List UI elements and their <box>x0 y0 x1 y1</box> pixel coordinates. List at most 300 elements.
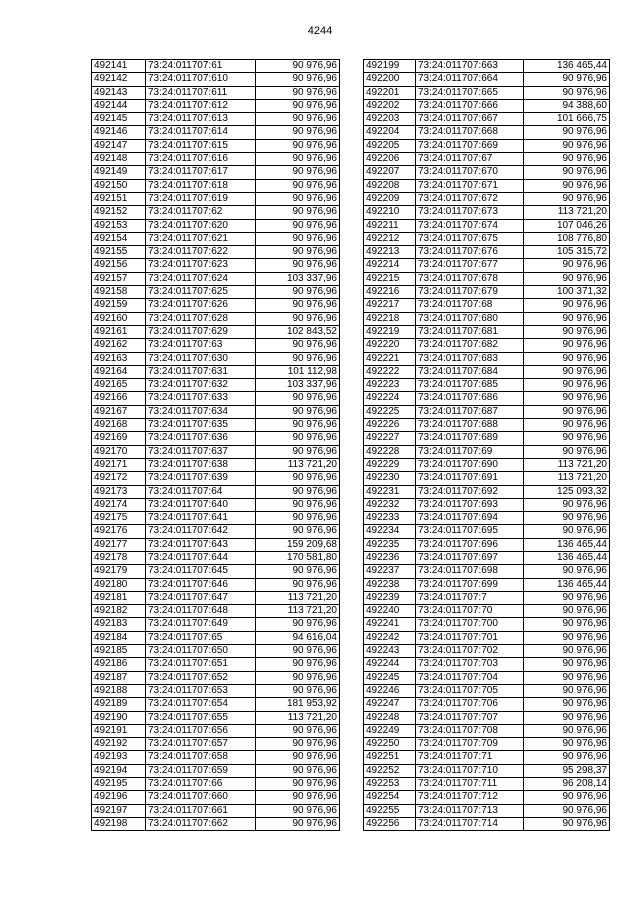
row-number-cell: 492151 <box>92 192 146 205</box>
row-number-cell: 492189 <box>92 698 146 711</box>
table-row <box>92 99 340 112</box>
cadastral-number-cell: 73:24:011707:638 <box>146 458 256 471</box>
cadastral-number-cell: 73:24:011707:671 <box>416 179 524 192</box>
cadastral-number-cell: 73:24:011707:618 <box>146 179 256 192</box>
cadastral-number-cell: 73:24:011707:694 <box>416 512 524 525</box>
row-number-cell: 492204 <box>364 126 416 139</box>
row-number-cell: 492220 <box>364 339 416 352</box>
table-row <box>364 551 610 564</box>
table-row <box>364 86 610 99</box>
row-number-cell: 492205 <box>364 139 416 152</box>
value-cell: 90 976,96 <box>256 512 340 525</box>
row-number-cell: 492232 <box>364 498 416 511</box>
row-number-cell: 492158 <box>92 286 146 299</box>
row-number-cell: 492152 <box>92 206 146 219</box>
value-cell: 90 976,96 <box>524 804 610 817</box>
cadastral-number-cell: 73:24:011707:611 <box>146 86 256 99</box>
row-number-cell: 492197 <box>92 804 146 817</box>
value-cell: 90 976,96 <box>524 86 610 99</box>
parcel-table-right <box>363 59 610 831</box>
cadastral-number-cell: 73:24:011707:677 <box>416 259 524 272</box>
table-row <box>364 60 610 73</box>
value-cell: 90 976,96 <box>524 605 610 618</box>
row-number-cell: 492254 <box>364 791 416 804</box>
value-cell: 90 976,96 <box>256 286 340 299</box>
value-cell: 90 976,96 <box>524 525 610 538</box>
row-number-cell: 492174 <box>92 498 146 511</box>
table-row <box>364 219 610 232</box>
row-number-cell: 492253 <box>364 778 416 791</box>
cadastral-number-cell: 73:24:011707:673 <box>416 206 524 219</box>
row-number-cell: 492177 <box>92 538 146 551</box>
row-number-cell: 492162 <box>92 339 146 352</box>
row-number-cell: 492194 <box>92 764 146 777</box>
cadastral-number-cell: 73:24:011707:692 <box>416 485 524 498</box>
cadastral-number-cell: 73:24:011707:657 <box>146 738 256 751</box>
row-number-cell: 492214 <box>364 259 416 272</box>
value-cell: 90 976,96 <box>524 299 610 312</box>
row-number-cell: 492203 <box>364 113 416 126</box>
table-row <box>364 405 610 418</box>
value-cell: 90 976,96 <box>256 432 340 445</box>
table-row <box>364 126 610 139</box>
value-cell: 90 976,96 <box>524 791 610 804</box>
table-row <box>92 724 340 737</box>
table-row <box>364 206 610 219</box>
value-cell: 94 616,04 <box>256 631 340 644</box>
row-number-cell: 492170 <box>92 445 146 458</box>
row-number-cell: 492183 <box>92 618 146 631</box>
row-number-cell: 492234 <box>364 525 416 538</box>
cadastral-number-cell: 73:24:011707:687 <box>416 405 524 418</box>
cadastral-number-cell: 73:24:011707:691 <box>416 472 524 485</box>
value-cell: 90 976,96 <box>524 565 610 578</box>
value-cell: 90 976,96 <box>256 791 340 804</box>
table-row <box>364 286 610 299</box>
value-cell: 90 976,96 <box>524 405 610 418</box>
cadastral-number-cell: 73:24:011707:641 <box>146 512 256 525</box>
cadastral-number-cell: 73:24:011707:65 <box>146 631 256 644</box>
value-cell: 103 337,96 <box>256 379 340 392</box>
value-cell: 113 721,20 <box>524 472 610 485</box>
table-row <box>364 578 610 591</box>
table-row <box>92 605 340 618</box>
value-cell: 90 976,96 <box>256 219 340 232</box>
row-number-cell: 492165 <box>92 379 146 392</box>
cadastral-number-cell: 73:24:011707:643 <box>146 538 256 551</box>
table-row <box>92 565 340 578</box>
value-cell: 90 976,96 <box>256 618 340 631</box>
value-cell: 90 976,96 <box>256 60 340 73</box>
value-cell: 90 976,96 <box>256 565 340 578</box>
value-cell: 90 976,96 <box>524 419 610 432</box>
value-cell: 90 976,96 <box>256 73 340 86</box>
row-number-cell: 492156 <box>92 259 146 272</box>
row-number-cell: 492213 <box>364 246 416 259</box>
row-number-cell: 492219 <box>364 325 416 338</box>
row-number-cell: 492149 <box>92 166 146 179</box>
value-cell: 90 976,96 <box>256 405 340 418</box>
table-row <box>92 578 340 591</box>
value-cell: 90 976,96 <box>256 525 340 538</box>
table-row <box>364 392 610 405</box>
value-cell: 90 976,96 <box>524 312 610 325</box>
value-cell: 90 976,96 <box>524 711 610 724</box>
row-number-cell: 492210 <box>364 206 416 219</box>
table-row <box>364 246 610 259</box>
row-number-cell: 492215 <box>364 272 416 285</box>
parcel-table-left-body <box>92 60 340 831</box>
table-row <box>364 804 610 817</box>
value-cell: 90 976,96 <box>524 751 610 764</box>
row-number-cell: 492144 <box>92 99 146 112</box>
cadastral-number-cell: 73:24:011707:693 <box>416 498 524 511</box>
value-cell: 90 976,96 <box>524 379 610 392</box>
value-cell: 90 976,96 <box>256 778 340 791</box>
value-cell: 170 581,80 <box>256 551 340 564</box>
cadastral-number-cell: 73:24:011707:69 <box>416 445 524 458</box>
value-cell: 90 976,96 <box>524 591 610 604</box>
cadastral-number-cell: 73:24:011707:709 <box>416 738 524 751</box>
row-number-cell: 492173 <box>92 485 146 498</box>
table-row <box>364 432 610 445</box>
row-number-cell: 492141 <box>92 60 146 73</box>
cadastral-number-cell: 73:24:011707:697 <box>416 551 524 564</box>
value-cell: 90 976,96 <box>256 472 340 485</box>
cadastral-number-cell: 73:24:011707:662 <box>146 817 256 830</box>
cadastral-number-cell: 73:24:011707:682 <box>416 339 524 352</box>
cadastral-number-cell: 73:24:011707:666 <box>416 99 524 112</box>
cadastral-number-cell: 73:24:011707:645 <box>146 565 256 578</box>
row-number-cell: 492201 <box>364 86 416 99</box>
table-row <box>364 711 610 724</box>
value-cell: 90 976,96 <box>256 153 340 166</box>
row-number-cell: 492217 <box>364 299 416 312</box>
table-row <box>92 206 340 219</box>
row-number-cell: 492159 <box>92 299 146 312</box>
value-cell: 90 976,96 <box>524 73 610 86</box>
cadastral-number-cell: 73:24:011707:689 <box>416 432 524 445</box>
table-row <box>92 658 340 671</box>
row-number-cell: 492228 <box>364 445 416 458</box>
row-number-cell: 492252 <box>364 764 416 777</box>
value-cell: 90 976,96 <box>524 139 610 152</box>
table-row <box>364 232 610 245</box>
cadastral-number-cell: 73:24:011707:681 <box>416 325 524 338</box>
table-row <box>92 405 340 418</box>
value-cell: 113 721,20 <box>256 458 340 471</box>
row-number-cell: 492241 <box>364 618 416 631</box>
row-number-cell: 492248 <box>364 711 416 724</box>
value-cell: 105 315,72 <box>524 246 610 259</box>
value-cell: 102 843,52 <box>256 325 340 338</box>
table-row <box>364 139 610 152</box>
cadastral-number-cell: 73:24:011707:686 <box>416 392 524 405</box>
value-cell: 107 046,26 <box>524 219 610 232</box>
table-row <box>364 618 610 631</box>
table-row <box>92 166 340 179</box>
value-cell: 90 976,96 <box>256 113 340 126</box>
cadastral-number-cell: 73:24:011707:710 <box>416 764 524 777</box>
value-cell: 90 976,96 <box>256 99 340 112</box>
cadastral-number-cell: 73:24:011707:621 <box>146 232 256 245</box>
cadastral-number-cell: 73:24:011707:71 <box>416 751 524 764</box>
table-row <box>364 658 610 671</box>
cadastral-number-cell: 73:24:011707:624 <box>146 272 256 285</box>
value-cell: 90 976,96 <box>524 618 610 631</box>
table-row <box>364 472 610 485</box>
row-number-cell: 492146 <box>92 126 146 139</box>
row-number-cell: 492216 <box>364 286 416 299</box>
table-row <box>364 684 610 697</box>
row-number-cell: 492256 <box>364 817 416 830</box>
cadastral-number-cell: 73:24:011707:698 <box>416 565 524 578</box>
cadastral-number-cell: 73:24:011707:668 <box>416 126 524 139</box>
cadastral-number-cell: 73:24:011707:619 <box>146 192 256 205</box>
value-cell: 90 976,96 <box>256 179 340 192</box>
value-cell: 90 976,96 <box>524 817 610 830</box>
value-cell: 90 976,96 <box>256 724 340 737</box>
row-number-cell: 492180 <box>92 578 146 591</box>
table-row <box>364 458 610 471</box>
table-row <box>92 445 340 458</box>
value-cell: 90 976,96 <box>524 365 610 378</box>
cadastral-number-cell: 73:24:011707:659 <box>146 764 256 777</box>
table-row <box>92 246 340 259</box>
value-cell: 90 976,96 <box>524 179 610 192</box>
row-number-cell: 492206 <box>364 153 416 166</box>
cadastral-number-cell: 73:24:011707:705 <box>416 684 524 697</box>
value-cell: 113 721,20 <box>524 206 610 219</box>
row-number-cell: 492227 <box>364 432 416 445</box>
row-number-cell: 492242 <box>364 631 416 644</box>
table-row <box>364 591 610 604</box>
cadastral-number-cell: 73:24:011707:628 <box>146 312 256 325</box>
value-cell: 113 721,20 <box>256 591 340 604</box>
cadastral-number-cell: 73:24:011707:637 <box>146 445 256 458</box>
value-cell: 90 976,96 <box>256 738 340 751</box>
value-cell: 90 976,96 <box>524 724 610 737</box>
table-row <box>364 565 610 578</box>
row-number-cell: 492207 <box>364 166 416 179</box>
row-number-cell: 492164 <box>92 365 146 378</box>
value-cell: 90 976,96 <box>524 259 610 272</box>
value-cell: 103 337,96 <box>256 272 340 285</box>
row-number-cell: 492224 <box>364 392 416 405</box>
row-number-cell: 492148 <box>92 153 146 166</box>
value-cell: 90 976,96 <box>256 445 340 458</box>
table-row <box>92 312 340 325</box>
row-number-cell: 492247 <box>364 698 416 711</box>
table-row <box>92 73 340 86</box>
row-number-cell: 492243 <box>364 645 416 658</box>
value-cell: 90 976,96 <box>524 352 610 365</box>
table-row <box>92 791 340 804</box>
table-row <box>364 192 610 205</box>
row-number-cell: 492166 <box>92 392 146 405</box>
table-row <box>92 684 340 697</box>
table-row <box>92 232 340 245</box>
value-cell: 90 976,96 <box>256 206 340 219</box>
cadastral-number-cell: 73:24:011707:652 <box>146 671 256 684</box>
table-row <box>364 817 610 830</box>
row-number-cell: 492142 <box>92 73 146 86</box>
value-cell: 101 112,98 <box>256 365 340 378</box>
table-row <box>364 724 610 737</box>
cadastral-number-cell: 73:24:011707:704 <box>416 671 524 684</box>
row-number-cell: 492143 <box>92 86 146 99</box>
table-row <box>92 325 340 338</box>
value-cell: 90 976,96 <box>524 272 610 285</box>
cadastral-number-cell: 73:24:011707:648 <box>146 605 256 618</box>
row-number-cell: 492161 <box>92 325 146 338</box>
table-row <box>364 645 610 658</box>
value-cell: 136 465,44 <box>524 578 610 591</box>
table-row <box>364 299 610 312</box>
value-cell: 90 976,96 <box>256 259 340 272</box>
table-row <box>364 379 610 392</box>
cadastral-number-cell: 73:24:011707:688 <box>416 419 524 432</box>
table-row <box>92 365 340 378</box>
value-cell: 159 209,68 <box>256 538 340 551</box>
cadastral-number-cell: 73:24:011707:684 <box>416 365 524 378</box>
cadastral-number-cell: 73:24:011707:647 <box>146 591 256 604</box>
value-cell: 90 976,96 <box>256 86 340 99</box>
cadastral-number-cell: 73:24:011707:711 <box>416 778 524 791</box>
parcel-table-left <box>91 59 340 831</box>
cadastral-number-cell: 73:24:011707:708 <box>416 724 524 737</box>
row-number-cell: 492212 <box>364 232 416 245</box>
cadastral-number-cell: 73:24:011707:630 <box>146 352 256 365</box>
cadastral-number-cell: 73:24:011707:685 <box>416 379 524 392</box>
cadastral-number-cell: 73:24:011707:650 <box>146 645 256 658</box>
row-number-cell: 492225 <box>364 405 416 418</box>
row-number-cell: 492199 <box>364 60 416 73</box>
table-row <box>364 73 610 86</box>
row-number-cell: 492231 <box>364 485 416 498</box>
value-cell: 90 976,96 <box>524 325 610 338</box>
value-cell: 101 666,75 <box>524 113 610 126</box>
cadastral-number-cell: 73:24:011707:620 <box>146 219 256 232</box>
table-row <box>364 179 610 192</box>
cadastral-number-cell: 73:24:011707:615 <box>146 139 256 152</box>
table-row <box>92 751 340 764</box>
row-number-cell: 492154 <box>92 232 146 245</box>
row-number-cell: 492226 <box>364 419 416 432</box>
value-cell: 90 976,96 <box>524 432 610 445</box>
table-row <box>92 804 340 817</box>
table-row <box>92 352 340 365</box>
row-number-cell: 492249 <box>364 724 416 737</box>
row-number-cell: 492195 <box>92 778 146 791</box>
row-number-cell: 492245 <box>364 671 416 684</box>
table-row <box>364 751 610 764</box>
row-number-cell: 492179 <box>92 565 146 578</box>
cadastral-number-cell: 73:24:011707:702 <box>416 645 524 658</box>
cadastral-number-cell: 73:24:011707:664 <box>416 73 524 86</box>
cadastral-number-cell: 73:24:011707:669 <box>416 139 524 152</box>
value-cell: 90 976,96 <box>524 684 610 697</box>
table-row <box>364 671 610 684</box>
value-cell: 90 976,96 <box>524 126 610 139</box>
table-row <box>364 166 610 179</box>
row-number-cell: 492168 <box>92 419 146 432</box>
cadastral-number-cell: 73:24:011707:679 <box>416 286 524 299</box>
cadastral-number-cell: 73:24:011707:646 <box>146 578 256 591</box>
cadastral-number-cell: 73:24:011707:695 <box>416 525 524 538</box>
table-row <box>364 605 610 618</box>
table-row <box>92 485 340 498</box>
page-number: 4244 <box>307 25 333 37</box>
table-row <box>92 299 340 312</box>
table-row <box>92 711 340 724</box>
cadastral-number-cell: 73:24:011707:66 <box>146 778 256 791</box>
table-row <box>364 738 610 751</box>
table-row <box>92 512 340 525</box>
cadastral-number-cell: 73:24:011707:701 <box>416 631 524 644</box>
row-number-cell: 492208 <box>364 179 416 192</box>
row-number-cell: 492171 <box>92 458 146 471</box>
value-cell: 181 953,92 <box>256 698 340 711</box>
row-number-cell: 492222 <box>364 365 416 378</box>
value-cell: 90 976,96 <box>256 578 340 591</box>
cadastral-number-cell: 73:24:011707:665 <box>416 86 524 99</box>
cadastral-number-cell: 73:24:011707:623 <box>146 259 256 272</box>
table-row <box>364 153 610 166</box>
row-number-cell: 492223 <box>364 379 416 392</box>
row-number-cell: 492169 <box>92 432 146 445</box>
row-number-cell: 492190 <box>92 711 146 724</box>
value-cell: 90 976,96 <box>256 671 340 684</box>
cadastral-number-cell: 73:24:011707:696 <box>416 538 524 551</box>
table-row <box>92 498 340 511</box>
cadastral-number-cell: 73:24:011707:639 <box>146 472 256 485</box>
cadastral-number-cell: 73:24:011707:655 <box>146 711 256 724</box>
cadastral-number-cell: 73:24:011707:672 <box>416 192 524 205</box>
table-row <box>92 591 340 604</box>
table-row <box>92 817 340 830</box>
value-cell: 90 976,96 <box>256 804 340 817</box>
value-cell: 90 976,96 <box>256 299 340 312</box>
table-row <box>92 458 340 471</box>
table-row <box>364 791 610 804</box>
cadastral-number-cell: 73:24:011707:614 <box>146 126 256 139</box>
value-cell: 96 208,14 <box>524 778 610 791</box>
table-row <box>92 339 340 352</box>
row-number-cell: 492157 <box>92 272 146 285</box>
value-cell: 90 976,96 <box>524 738 610 751</box>
row-number-cell: 492167 <box>92 405 146 418</box>
cadastral-number-cell: 73:24:011707:653 <box>146 684 256 697</box>
cadastral-number-cell: 73:24:011707:663 <box>416 60 524 73</box>
value-cell: 90 976,96 <box>256 658 340 671</box>
cadastral-number-cell: 73:24:011707:651 <box>146 658 256 671</box>
row-number-cell: 492239 <box>364 591 416 604</box>
value-cell: 125 093,32 <box>524 485 610 498</box>
table-row <box>364 99 610 112</box>
cadastral-number-cell: 73:24:011707:690 <box>416 458 524 471</box>
value-cell: 136 465,44 <box>524 60 610 73</box>
row-number-cell: 492188 <box>92 684 146 697</box>
table-row <box>92 153 340 166</box>
value-cell: 113 721,20 <box>524 458 610 471</box>
value-cell: 90 976,96 <box>524 658 610 671</box>
row-number-cell: 492211 <box>364 219 416 232</box>
value-cell: 90 976,96 <box>256 684 340 697</box>
table-row <box>92 126 340 139</box>
table-row <box>364 631 610 644</box>
table-row <box>364 498 610 511</box>
